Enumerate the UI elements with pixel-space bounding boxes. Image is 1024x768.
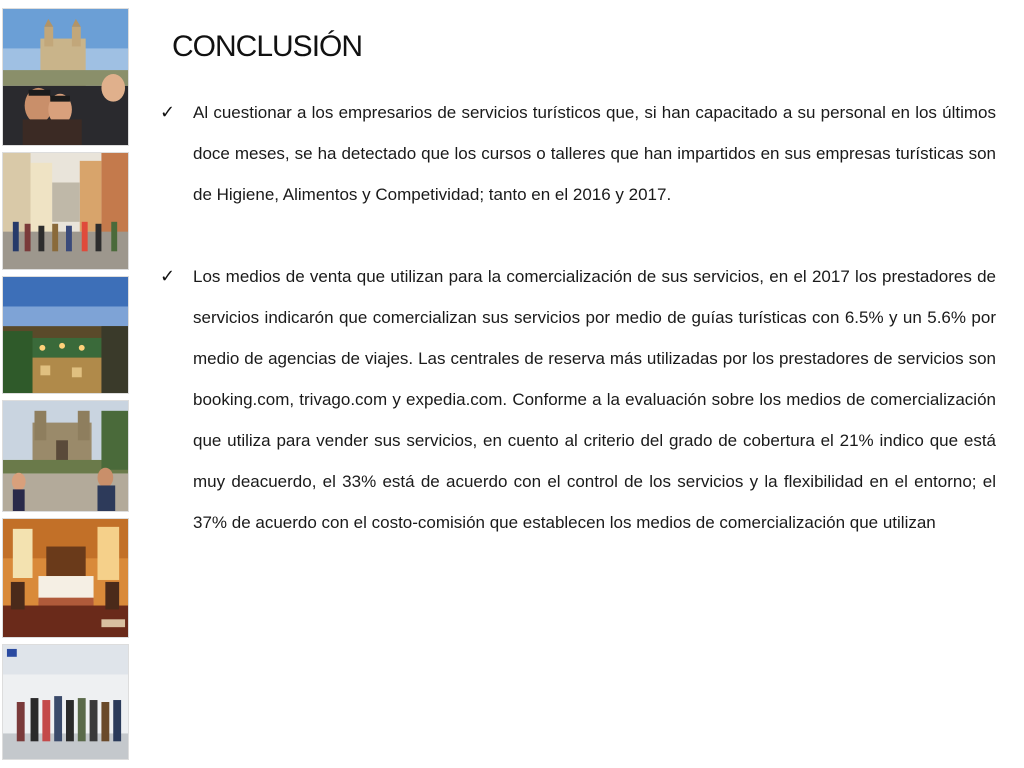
- bullet-item: [160, 256, 996, 543]
- courtyard-garden-photo: [2, 276, 129, 394]
- bullet-item: [160, 92, 996, 215]
- oaxaca-cathedral-tourists-photo: [2, 8, 129, 146]
- santo-domingo-church-photo: [2, 400, 129, 512]
- airport-crowd-photo: [2, 644, 129, 760]
- pedestrian-street-photo: [2, 152, 129, 270]
- checkmark-icon: ✓: [160, 266, 176, 287]
- checkmark-icon: ✓: [160, 102, 176, 123]
- bullet-text: Al cuestionar a los empresarios de servicios turísticos que, si han capacitado a su personal en los últimos doce meses, se ha detectado que los cursos o talleres que han impartidos en sus empresas turísticas son de Higiene, Alimentos y Competividad; tanto en el 2016 y 2017.: [193, 103, 996, 204]
- photo-strip: [2, 8, 130, 760]
- bullet-list: [160, 92, 996, 543]
- slide-title: CONCLUSIÓN: [172, 30, 363, 63]
- bullet-text: Los medios de venta que utilizan para la comercialización de sus servicios, en el 2017 los prestadores de servicios indicarón que comercializan sus servicios por medio de guías turísticas con 6.5% y un 5.6% por medio de agencias de viajes. Las centrales de reserva más utilizadas por los prestadores de servicios son booking.com, trivago.com y expedia.com. Conforme a la evaluación sobre los medios de comercialización que utiliza para vender sus servicios, en cuento al criterio del grado de cobertura el 21% indico que está muy deacuerdo, el 33% está de acuerdo con el control de los servicios y la flexibilidad en el entorno; el 37% de acuerdo con el costo-comisión que establecen los medios de comercialización que utilizan: [193, 267, 996, 532]
- hotel-room-photo: [2, 518, 129, 638]
